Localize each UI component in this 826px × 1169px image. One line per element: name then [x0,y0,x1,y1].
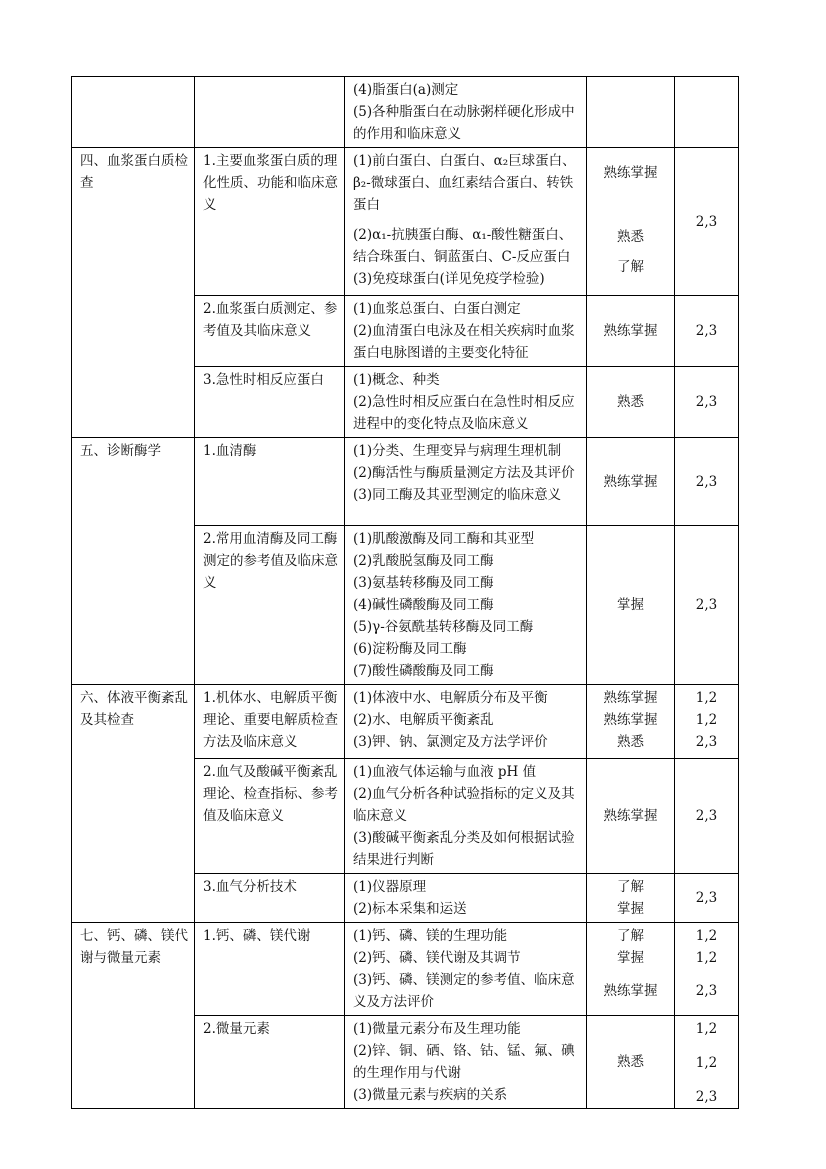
content-item: (1)血浆总蛋白、白蛋白测定 [353,301,521,317]
topic-title: 1.主要血浆蛋白质的理化性质、功能和临床意义 [203,153,338,213]
level-value: 2,3 [695,1089,718,1105]
requirement-label: 熟悉 [617,229,644,245]
level-cell [675,1016,739,1109]
content-item: (2)水、电解质平衡紊乱 [353,712,494,728]
level-value: 1,2 [695,928,718,944]
section-cell [72,685,195,923]
topic-title: 1.血清酶 [203,443,257,459]
table-row [72,77,739,148]
content-cell [345,148,587,296]
level-value: 2,3 [695,597,718,613]
requirement-label: 熟练掌握 [603,983,658,999]
section-title: 五、诊断酶学 [80,443,161,459]
content-cell [345,438,587,526]
content-cell [345,923,587,1016]
topic-cell [195,148,345,296]
level-value: 1,2 [695,690,718,706]
content-item: (1)概念、种类 [353,372,440,388]
section-title: 七、钙、磷、镁代谢与微量元素 [80,928,188,966]
content-item: (5)γ-谷氨酰基转移酶及同工酶 [353,619,534,635]
requirement-label: 熟悉 [617,394,644,410]
topic-cell [195,526,345,685]
requirement-cell [587,1016,675,1109]
topic-title: 3.急性时相反应蛋白 [203,372,324,388]
topic-cell [195,759,345,874]
table-row [72,438,739,526]
topic-cell [195,1016,345,1109]
requirement-label: 了解 [617,259,644,275]
level-cell [675,77,739,148]
content-cell [345,526,587,685]
content-item: (2)血清蛋白电泳及在相关疾病时血浆蛋白电脉图谱的主要变化特征 [353,323,575,361]
content-item: (5)各种脂蛋白在动脉粥样硬化形成中的作用和临床意义 [353,104,575,142]
level-value: 1,2 [695,712,718,728]
section-cell [72,923,195,1109]
requirement-label: 熟练掌握 [603,690,658,706]
requirement-cell [587,296,675,367]
topic-title: 1.机体水、电解质平衡理论、重要电解质检查方法及临床意义 [203,690,338,750]
level-value: 2,3 [695,213,718,230]
level-cell [675,526,739,685]
content-item: (1)钙、磷、镁的生理功能 [353,928,508,944]
content-item: (2)α₁-抗胰蛋白酶、α₁-酸性糖蛋白、结合珠蛋白、铜蓝蛋白、C-反应蛋白 [353,227,573,265]
table-row [72,923,739,1016]
requirement-label: 熟练掌握 [603,323,658,339]
level-value: 1,2 [695,1021,718,1037]
content-item: (2)急性时相反应蛋白在急性时相反应进程中的变化特点及临床意义 [353,394,575,432]
requirement-cell [587,923,675,1016]
content-cell [345,759,587,874]
content-item: (4)碱性磷酸酶及同工酶 [353,597,494,613]
requirement-cell [587,77,675,148]
level-value: 2,3 [695,394,718,410]
content-cell [345,296,587,367]
topic-title: 2.微量元素 [203,1021,270,1037]
requirement-label: 熟练掌握 [603,712,658,728]
content-item: (2)乳酸脱氢酶及同工酶 [353,553,494,569]
content-item: (6)淀粉酶及同工酶 [353,641,467,657]
content-item: (4)脂蛋白(a)测定 [353,82,459,98]
level-value: 2,3 [695,734,718,750]
topic-title: 1.钙、磷、镁代谢 [203,928,311,944]
content-cell [345,685,587,759]
content-item: (3)钙、磷、镁测定的参考值、临床意义及方法评价 [353,972,575,1010]
requirement-cell [587,526,675,685]
content-item: (1)仪器原理 [353,879,427,895]
level-cell [675,367,739,438]
content-item: (3)免疫球蛋白(详见免疫学检验) [353,271,545,287]
requirement-label: 掌握 [617,901,644,917]
level-cell [675,685,739,759]
level-cell [675,296,739,367]
requirement-cell [587,438,675,526]
content-item: (3)钾、钠、氯测定及方法学评价 [353,734,548,750]
level-value: 2,3 [695,473,718,490]
requirement-cell [587,367,675,438]
requirement-label: 掌握 [617,597,644,613]
content-item: (3)氨基转移酶及同工酶 [353,575,494,591]
content-item: (1)微量元素分布及生理功能 [353,1021,521,1037]
content-item: (2)钙、磷、镁代谢及其调节 [353,950,521,966]
topic-cell [195,874,345,923]
requirement-label: 了解 [617,928,644,944]
topic-cell [195,923,345,1016]
topic-title: 2.常用血清酶及同工酶测定的参考值及临床意义 [203,531,338,591]
content-item: (3)微量元素与疾病的关系 [353,1087,508,1103]
level-value: 2,3 [695,983,718,999]
level-value: 1,2 [695,950,718,966]
level-value: 1,2 [695,1055,718,1071]
section-title: 六、体液平衡紊乱及其检查 [80,690,188,728]
section-title: 四、血浆蛋白质检查 [80,153,188,191]
requirement-label: 熟悉 [617,734,644,750]
syllabus-table [71,76,739,1109]
requirement-cell [587,759,675,874]
level-cell [675,759,739,874]
content-item: (2)锌、铜、硒、铬、钴、锰、氟、碘的生理作用与代谢 [353,1043,575,1081]
requirement-cell [587,874,675,923]
topic-cell [195,438,345,526]
content-cell [345,874,587,923]
content-item: (1)体液中水、电解质分布及平衡 [353,690,548,706]
content-cell [345,77,587,148]
topic-title: 3.血气分析技术 [203,879,297,895]
content-item: (1)血液气体运输与血液 pH 值 [353,764,537,780]
level-value: 2,3 [695,323,718,339]
topic-cell [195,77,345,148]
topic-cell [195,296,345,367]
requirement-cell [587,148,675,296]
requirement-label: 熟悉 [617,1054,644,1070]
content-item: (1)前白蛋白、白蛋白、α₂巨球蛋白、β₂-微球蛋白、血红素结合蛋白、转铁蛋白 [353,153,576,213]
content-item: (1)分类、生理变异与病理生理机制 [353,443,562,459]
topic-title: 2.血气及酸碱平衡紊乱理论、检查指标、参考值及临床意义 [203,764,338,824]
content-item: (2)标本采集和运送 [353,901,467,917]
requirement-label: 熟练掌握 [603,165,658,181]
content-cell [345,1016,587,1109]
level-cell [675,148,739,296]
section-cell [72,438,195,685]
topic-title: 2.血浆蛋白质测定、参考值及其临床意义 [203,301,338,339]
level-value: 2,3 [695,808,718,824]
requirement-label: 熟练掌握 [603,808,658,824]
requirement-cell [587,685,675,759]
level-cell [675,923,739,1016]
content-item: (3)酸碱平衡紊乱分类及如何根据试验结果进行判断 [353,830,575,868]
level-value: 2,3 [695,890,718,906]
level-cell [675,438,739,526]
requirement-label: 掌握 [617,950,644,966]
requirement-label: 了解 [617,879,644,895]
content-item: (2)酶活性与酶质量测定方法及其评价 [353,465,575,481]
section-cell [72,77,195,148]
content-item: (2)血气分析各种试验指标的定义及其临床意义 [353,786,575,824]
content-item: (3)同工酶及其亚型测定的临床意义 [353,487,562,503]
section-cell [72,148,195,438]
topic-cell [195,367,345,438]
table-row [72,685,739,759]
table-row [72,148,739,296]
content-item: (1)肌酸激酶及同工酶和其亚型 [353,531,535,547]
requirement-label: 熟练掌握 [603,473,658,490]
level-cell [675,874,739,923]
content-cell [345,367,587,438]
topic-cell [195,685,345,759]
content-item: (7)酸性磷酸酶及同工酶 [353,663,494,679]
